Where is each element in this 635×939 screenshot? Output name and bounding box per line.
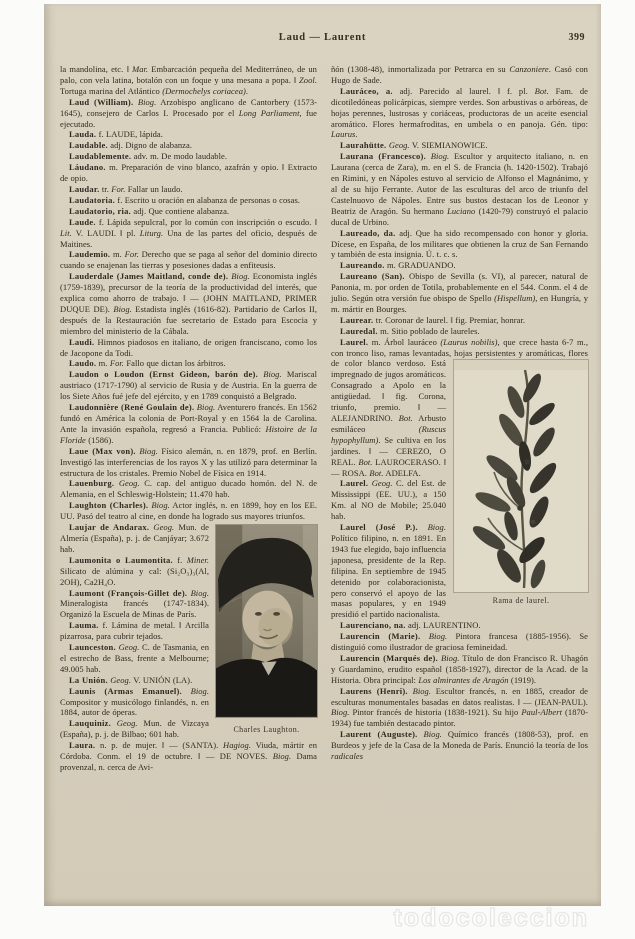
dictionary-entry: Lauráceo, a. adj. Parecido al laurel. ‖ f. pl. Bot. Fam. de dicotiledóneas policárpicas, siempre verdes. Son arbustivas o arbóreas, de hojas perennes, lustrosas y coriáceas, productoras de un aceite esencial aromático. Flores hermafroditas, en umbela o en panoja. Gén. tipo: Laurus. — [331, 85, 588, 140]
dictionary-entry: Launceston. Geog. C. de Tasmania, en el estrecho de Bass, frente a Melbourne; 49.005 hab. — [60, 642, 209, 674]
portrait-photo-art — [216, 525, 317, 717]
laurel-branch-art — [454, 360, 588, 592]
dictionary-entry: Lauredal. m. Sitio poblado de laureles. — [340, 325, 480, 336]
watermark-todocoleccion: todocoleccion — [393, 904, 589, 932]
dictionary-entry: Laureado, da. adj. Que ha sido recompensado con honor y gloria. Dícese, en España, de los militares que obtienen la cruz de San Fernando y también de esta insignia. Ú. t. c. s. — [331, 227, 588, 260]
dictionary-entry: la mandolina, etc. ‖ Mar. Embarcación pequeña del Mediterráneo, de un palo, con vela latina, botalón con un foque y una mesana a popa. ‖ Zool. Tortuga marina del Atlántico (Dermochelys coriacea). — [60, 64, 317, 96]
dictionary-entry: Laurel. Geog. C. del Est. de Mississippi (EE. UU.), a 150 Km. al NO de Mobile; 25.040 hab. — [331, 478, 446, 522]
dictionary-entry: Laureando. m. GRADUANDO. — [340, 260, 456, 271]
dictionary-entry: Laughton (Charles). Biog. Actor inglés, n. en 1899, hoy en los EE. UU. Pasó del teatro al cine, en donde ha logrado sus Charles Laughton. mayores triunfos. — [60, 500, 317, 734]
page-header — [44, 32, 601, 58]
dictionary-entry: Laumonita o Laumontita. f. Miner. Silicato de alúmina y cal: (Si₂O₃)₃(Al, 2OH), Ca2H₄O. — [60, 554, 210, 587]
column-right — [331, 64, 588, 904]
page-number: 399 — [568, 32, 585, 43]
dictionary-entry: Laurel (José P.). Biog. Político filipino, n. en 1891. En 1943 fue elegido, bajo influencia japonesa, presidente de la Rep. filipina. En septiembre de 1945 detenido por colaboracionista, pero conservó el apoyo de las masas populares, y en 1949 presidió el partido nacionalista. — [331, 522, 446, 620]
dictionary-entry: Lauda. f. LAUDE, lápida. — [69, 129, 163, 140]
text-columns — [44, 58, 601, 904]
dictionary-entry: Laurenciano, na. adj. LAURENTINO. — [340, 620, 481, 631]
dictionary-entry: Laudar. tr. For. Fallar un laudo. — [69, 183, 183, 194]
page-title: Laud — Laurent — [278, 32, 367, 43]
photo-charles-laughton — [216, 525, 317, 735]
dictionary-entry: Laurahütte. Geog. V. SIEMIANOWICE. — [340, 140, 488, 151]
figure-caption: Rama de laurel. — [492, 596, 550, 606]
dictionary-entry: Laurencin (Marie). Biog. Pintora francesa (1885-1956). Se distinguió como ilustrador de graciosa femineidad. — [331, 631, 589, 653]
dictionary-entry: Laumont (François-Gillet de). Biog. Mineralogista francés (1747-1834). Organizó la Escuela de Minas de París. — [60, 587, 209, 620]
dictionary-entry: Laue (Max von). Biog. Físico alemán, n. en 1879, prof. en Berlín. Investigó las interferencias de los rayos X y las utilizó para determinar la estructura de los cristales. Premio Nobel de Física en 1914. — [60, 445, 318, 478]
dictionary-entry: Laureano (San). Obispo de Sevilla (s. VI), al parecer, natural de Panonia, m. por orden de Totila, probablemente en el 544. Conm. el 4 de julio. Según otra versión fue obispo de Spello (Hispellum), en Hungría, y m. mártir en Bourges. — [331, 271, 588, 314]
dictionary-entry: Laudable. adj. Digno de alabanza. — [69, 140, 193, 151]
dictionary-entry: Laudon o Loudon (Ernst Gideon, barón de). Biog. Mariscal austriaco (1717-1790) al servicio de Rusia y de Austria. En la guerra de los Siete Años fué jefe del ejército, y en 1789 conquistó a Belgrado. — [60, 369, 317, 402]
dictionary-entry: Laurens (Henri). Biog. Escultor francés, n. en 1885, creador de esculturas monumentales basadas en datos realistas. ‖ — (JEAN-PAUL). Biog. Pintor francés de historia (1838-1921). Su hijo Paul-Albert (1870-1934) fue también destacado pintor. — [331, 685, 589, 729]
figure-caption: Charles Laughton. — [233, 724, 300, 734]
page-scan — [44, 4, 601, 906]
illustration-laurel-branch — [454, 360, 588, 606]
dictionary-entry: Laudatoria. f. Escrito u oración en alabanza de personas o cosas. — [69, 194, 300, 205]
dictionary-entry: Laurent (Auguste). Biog. Químico francés (1808-53), prof. en Burdeos y jefe de la Casa de la Moneda de París. Enunció la teoría de los radicales — [331, 729, 588, 762]
dictionary-entry: Lauderdale (James Maitland, conde de). Biog. Economista inglés (1759-1839), precursor de la teoría de la productividad del interés, que explica como ahorro de trabajo. ‖ — (JOHN MAITLAND, PRIMER DUQUE DE). Biog. Estadista inglés (1616-82). Partidario de Carlos II, después de la Restauración fue secretario de Estado para Escocia y miembro del ministerio de la Cábala. — [60, 271, 318, 336]
dictionary-entry: Laurel. m. Árbol lauráceo (Laurus nobilis), que crece hasta 6-7 m., con tronco liso, ramas levantadas, hojas persistentes y aromáticas, flores de color Rama de laurel. blanco verdoso. Está impregnado de jugos aromáticos. Consagrado a Apolo en la antigüedad. ‖ fig. Corona, triunfo, premio. ‖ — ALEJANDRINO. Bot. Arbusto esmiláceo (Ruscus hypophyllum). Se cultiva en los jardines. ‖ — CEREZO, O REAL. Bot. LAUROCERASO. ‖ — ROSA. Bot. ADELFA. — [331, 336, 588, 606]
dictionary-entry: Lauquiniz. Geog. Mun. de Vizcaya (España), p. j. de Bilbao; 601 hab. — [60, 718, 209, 740]
dictionary-entry: Láudano. m. Preparación de vino blanco, azafrán y opio. ‖ Extracto de opio. — [60, 162, 317, 184]
dictionary-entry: Laurencin (Marqués de). Biog. Título de don Francisco R. Uhagón y Guardamino, erudito español (1858-1927), director de la Acad. de la Historia. Obra principal: Los almirantes de Aragón (1919). — [331, 652, 589, 685]
dictionary-entry: Laudo. m. For. Fallo que dictan los árbitros. — [69, 358, 226, 369]
dictionary-entry: Laud (William). Biog. Arzobispo anglicano de Cantorbery (1573-1645), consejero de Carlos I. Procesado por el Long Parliament, fue ejecutado. — [60, 96, 318, 129]
dictionary-entry: Laurana (Francesco). Biog. Escultor y arquitecto italiano, n. en Laurana (cerca de Zara), m. en el S. de Francia (h. 1420-1502). Trabajó en Rimini, y en Nápoles estuvo al servicio de Alfonso el Magnánimo, y al de su hijo Ferrante. Autor de las esculturas del arco de triunfo del Castelnuovo de Nápoles. Entre sus bustos destacan los de Leonor y Beatriz de Aragón. Su hermano Luciano (1420-79) construyó el palacio ducal de Urbino. — [331, 151, 589, 227]
dictionary-entry: Laujar de Andarax. Geog. Mun. de Almería (España), p. j. de Canjáyar; 3.672 hab. — [60, 522, 209, 554]
dictionary-entry: Laudemio. m. For. Derecho que se paga al señor del dominio directo cuando se enajenan las tierras y posesiones dadas a enfiteusis. — [60, 249, 317, 271]
dictionary-entry: Laudatorio, ria. adj. Que contiene alabanza. — [69, 205, 230, 216]
dictionary-entry: ñón (1308-48), inmortalizada por Petrarca en su Canzoniere. Casó con Hugo de Sade. — [331, 64, 588, 85]
dictionary-entry: Laude. f. Lápida sepulcral, por lo común con inscripción o escudo. ‖ Lit. V. LAUDI. ‖ pl. Liturg. Una de las partes del oficio, después de Maitines. — [60, 216, 317, 249]
dictionary-entry: La Unión. Geog. V. UNIÓN (LA). — [69, 674, 193, 685]
column-left — [60, 64, 317, 904]
dictionary-entry: Laudi. Himnos piadosos en italiano, de origen franciscano, como los de Jacopone da Todi. — [60, 336, 317, 358]
dictionary-entry: Launis (Armas Emanuel). Biog. Compositor y musicólogo finlandés, n. en 1884, autor de óperas. — [60, 685, 210, 718]
dictionary-entry: Laudonnière (René Goulain de). Biog. Aventurero francés. En 1562 fundó en América la colonia de Port-Royal y en 1564 la de Carolina. Ante la invasión española, regresó a Francia. Publicó: Histoire de la Floride (1586). — [60, 402, 317, 445]
dictionary-entry: Lauenburg. Geog. C. cap. del antiguo ducado homón. del N. de Alemania, en el Schleswig-Holstein; 11.470 hab. — [60, 478, 318, 500]
dictionary-entry: Laura. n. p. de mujer. ‖ — (SANTA). Hagiog. Viuda, mártir en Córdoba. Conm. el 19 de octubre. ‖ — DE NOVES. Biog. Dama provenzal, n. cerca de Avi- — [60, 740, 317, 772]
dictionary-entry: Lauma. f. Lámina de metal. ‖ Arcilla pizarrosa, para cubrir tejados. — [60, 620, 209, 642]
dictionary-entry: Laurear. tr. Coronar de laurel. ‖ fig. Premiar, honrar. — [340, 314, 526, 325]
dictionary-entry: Laudablemente. adv. m. De modo laudable. — [69, 151, 227, 162]
